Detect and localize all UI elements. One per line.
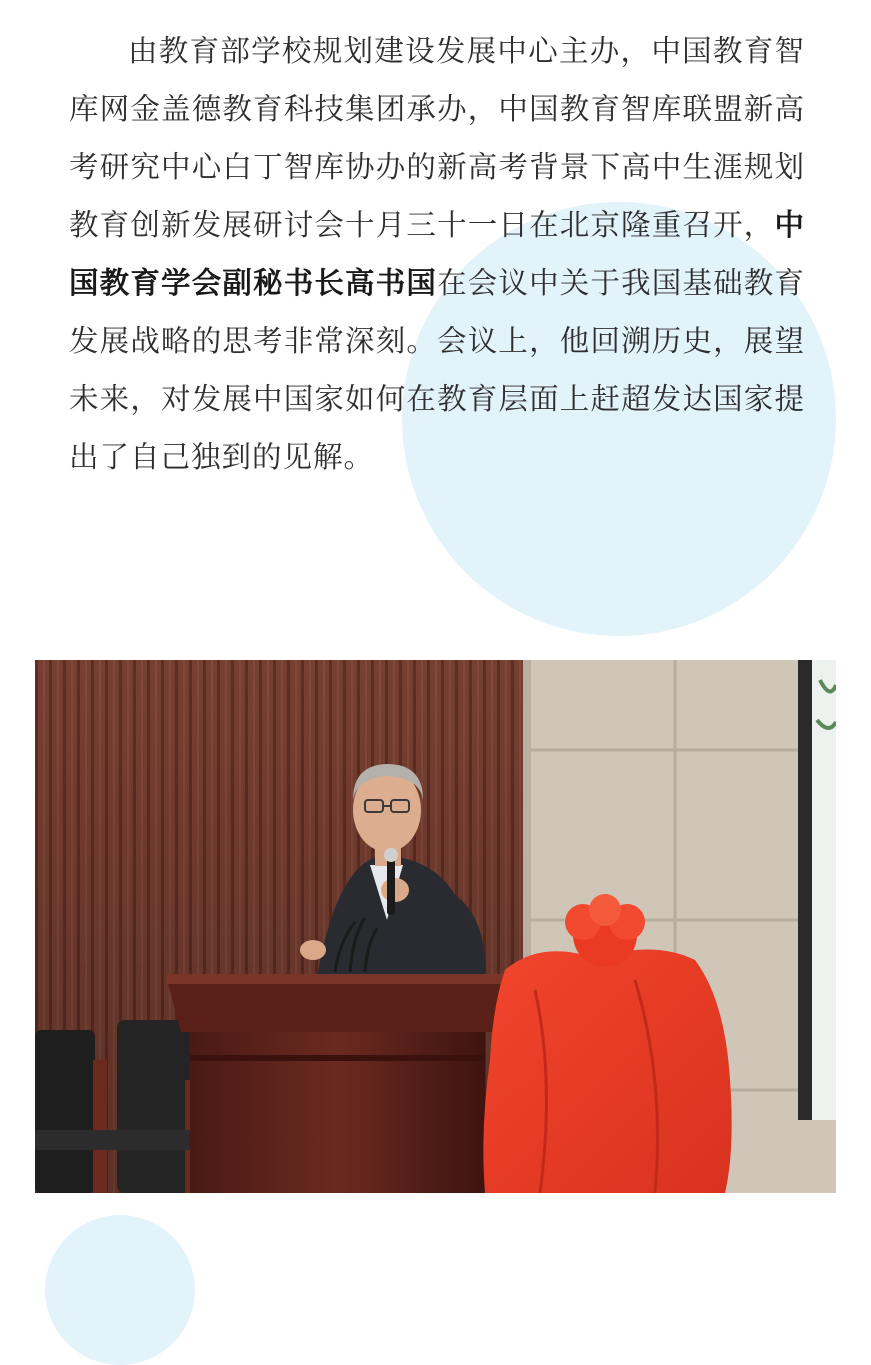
podium: [167, 974, 505, 1193]
decorative-circle-small: [45, 1215, 195, 1365]
conference-photo: [35, 660, 836, 1193]
screen-edge: [798, 660, 812, 1120]
article-text-before: 由教育部学校规划建设发展中心主办，中国教育智库网金盖德教育科技集团承办，中国教育智库联盟新高考研究中心白丁智库协办的新高考背景下高中生涯规划教育创新发展研讨会十月三十一日在北京隆重召开，: [69, 34, 805, 242]
article-paragraph: [69, 22, 805, 486]
article-text-after: 在会议中关于我国基础教育发展战略的思考非常深刻。会议上，他回溯历史，展望未来，对发展中国家如何在教育层面上赶超发达国家提出了自己独到的见解。: [69, 266, 805, 474]
article-highlight-speaker: 中国教育学会副秘书长高书国: [69, 208, 805, 300]
conference-photo-illustration: [35, 660, 836, 1193]
chairs: [35, 1020, 210, 1193]
